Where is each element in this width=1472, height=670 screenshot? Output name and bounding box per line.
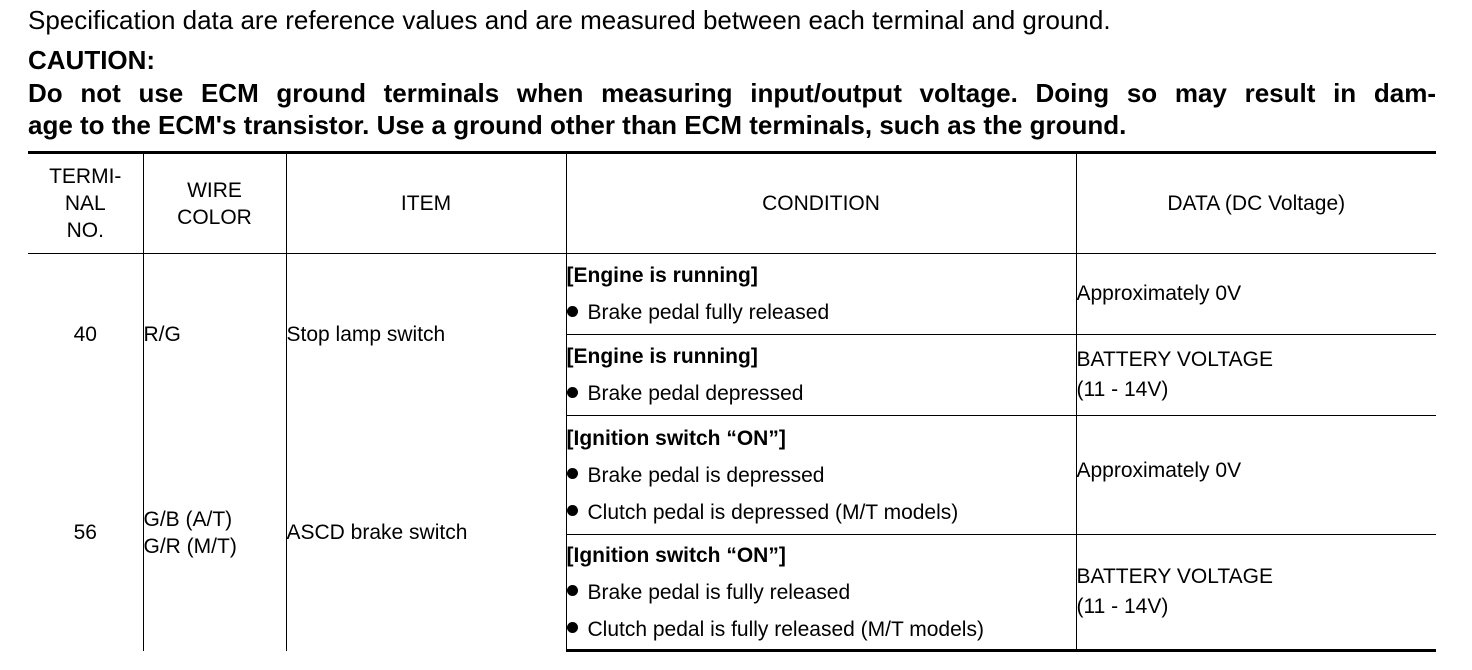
table-row <box>28 416 1436 535</box>
condition-item-text: Brake pedal fully released <box>587 301 830 324</box>
condition-heading: [Ignition switch “ON”] <box>566 426 786 450</box>
header-terminal-no <box>28 153 143 254</box>
data-value: BATTERY VOLTAGE <box>1076 565 1273 588</box>
condition-item-text: Brake pedal depressed <box>587 382 804 405</box>
bullet-icon <box>567 585 578 596</box>
header-data: DATA (DC Voltage) <box>1076 153 1436 254</box>
condition-item <box>567 457 1076 494</box>
item-cell: Stop lamp switch <box>286 254 566 416</box>
data-cell <box>1076 254 1436 335</box>
terminal-no-cell: 40 <box>28 254 143 416</box>
table-row <box>28 254 1436 335</box>
bullet-icon <box>567 387 578 398</box>
bullet-icon <box>567 306 578 317</box>
header-item: ITEM <box>286 153 566 254</box>
data-cell <box>1076 535 1436 651</box>
data-cell <box>1076 335 1436 416</box>
data-cell <box>1076 416 1436 535</box>
bullet-icon <box>567 468 578 479</box>
condition-heading: [Ignition switch “ON”] <box>566 543 786 567</box>
condition-item <box>567 494 1076 531</box>
header-text: NO. <box>66 219 104 242</box>
terminal-no-cell: 56 <box>28 416 143 651</box>
condition-cell <box>566 535 1076 651</box>
condition-heading: [Engine is running] <box>566 264 758 287</box>
header-condition: CONDITION <box>566 153 1076 254</box>
condition-item <box>567 611 1076 648</box>
header-wire-color <box>143 153 286 254</box>
condition-item-text: Clutch pedal is depressed (M/T models) <box>587 500 959 524</box>
data-value: Approximately 0V <box>1076 459 1242 482</box>
condition-cell <box>566 335 1076 416</box>
caution-text-line-1: Do not use ECM ground terminals when measuring input/output voltage. Doing so may result in dam- <box>28 78 1436 108</box>
intro-text: Specification data are reference values and are measured between each terminal and ground. <box>28 5 1111 35</box>
wire-color: G/B (A/T) <box>143 508 233 531</box>
data-value: BATTERY VOLTAGE <box>1076 348 1273 371</box>
condition-item-text: Clutch pedal is fully released (M/T models) <box>587 617 984 641</box>
header-text: NAL <box>64 192 106 215</box>
table-header-row <box>28 153 1436 254</box>
item-cell: ASCD brake switch <box>286 416 566 651</box>
condition-item-text: Brake pedal is fully released <box>587 580 851 604</box>
condition-heading: [Engine is running] <box>566 345 758 368</box>
condition-cell <box>566 254 1076 335</box>
condition-item <box>567 294 1076 331</box>
wire-color: G/R (M/T) <box>143 535 237 558</box>
header-text: TERMI- <box>49 165 122 188</box>
wire-color-cell <box>143 254 286 416</box>
caution-text-line-2: age to the ECM's transistor. Use a ground other than ECM terminals, such as the ground. <box>28 110 1127 140</box>
terminal-spec-table <box>28 151 1436 652</box>
header-text: WIRE <box>187 178 242 202</box>
header-text: COLOR <box>177 205 252 229</box>
caution-title: CAUTION: <box>28 45 156 75</box>
condition-cell <box>566 416 1076 535</box>
bullet-icon <box>567 505 578 516</box>
data-value: Approximately 0V <box>1076 282 1242 305</box>
wire-color-cell <box>143 416 286 651</box>
wire-color: R/G <box>143 323 181 347</box>
condition-item <box>567 375 1076 412</box>
bullet-icon <box>567 622 578 633</box>
data-value: (11 - 14V) <box>1076 378 1169 401</box>
condition-item-text: Brake pedal is depressed <box>587 463 825 487</box>
condition-item <box>567 574 1076 611</box>
data-value: (11 - 14V) <box>1076 595 1169 618</box>
